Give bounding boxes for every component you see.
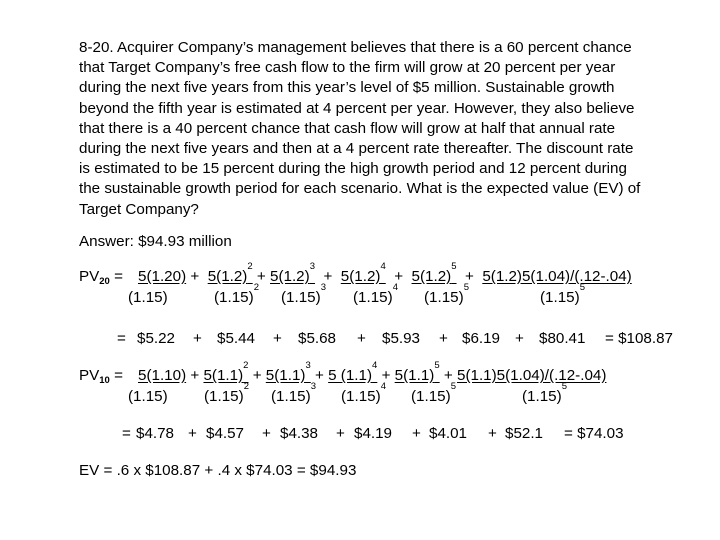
pv10-plus: + [412,425,421,442]
pv20-plus: + [357,330,366,347]
pv10-value: $4.19 [354,425,393,442]
pv20-eq: = [117,330,126,347]
pv10-value: $4.57 [206,425,245,442]
pv10-label [79,367,123,385]
pv20-den-1: (1.15) [128,289,168,306]
pv20-plus: + [439,330,448,347]
pv10-plus: + [488,425,497,442]
pv10-num-2: $5(1.1)^2$ [203,360,249,384]
pv10-total: = $74.03 [564,425,624,442]
pv20-num-1: 5(1.20) [138,268,187,285]
pv20-plus: + [273,330,282,347]
pv10-eq: = [122,425,131,442]
pv10-op: + [315,367,324,384]
problem-line: the sustainable growth period for each scenario. What is the expected value (EV) of [79,180,641,198]
problem-line: is estimated to be 15 percent during the high growth period and 12 percent during [79,160,627,178]
pv20-op: + [256,268,266,285]
pv20-num-3: $5(1.2)^3$ [270,261,315,285]
pv20-num-6: 5(1.2)5(1.04)/(.12-.04) [482,268,632,285]
pv10-den-3: $(1.15)^3$ [271,381,316,405]
pv20-label [79,268,123,286]
pv20-op: + [464,268,474,285]
pv20-value: $5.22 [137,330,176,347]
pv10-value: $4.01 [429,425,468,442]
pv20-den-2: $(1.15)^2$ [214,282,259,306]
pv10-subscript: 10 [99,375,110,386]
pv10-value: $4.78 [136,425,175,442]
problem-line: Target Company? [79,200,199,218]
pv10-num-5: $5(1.1)^5$ [394,360,440,384]
problem-line: beyond the fifth year is estimated at 4 percent per year. However, they also believe [79,99,635,117]
pv10-num-4: 5 $(1.1)^4$ [328,360,378,384]
pv20-plus: + [193,330,202,347]
pv20-op: + [190,268,200,285]
pv10-num-6: 5(1.1)5(1.04)/(.12-.04) [457,367,607,384]
pv20-value: $6.19 [462,330,501,347]
pv10-den-4: $(1.15)^4$ [341,381,386,405]
pv10-equals: = [114,367,123,384]
pv10-value: $52.1 [505,425,544,442]
pv10-op: + [443,367,453,384]
pv10-den-2: $(1.15)^2$ [204,381,249,405]
pv20-equals: = [114,268,123,285]
pv10-op: + [381,367,391,384]
pv20-value: $5.68 [298,330,337,347]
pv20-numerators [138,261,632,286]
pv20-subscript: 20 [99,276,110,287]
pv20-den-3: $(1.15)^3$ [281,282,326,306]
expected-value-line: EV = .6 x $108.87 + .4 x $74.03 = $94.93 [79,462,357,479]
problem-line: during the next five years from this year’s level of $5 million. Sustainable growth [79,79,615,97]
pv20-num-4: $5(1.2)^4$ [340,261,386,285]
pv20-den-5: $(1.15)^5$ [424,282,469,306]
pv20-plus: + [515,330,524,347]
pv20-num-2: $5(1.2)^2$ [207,261,253,285]
problem-line: that there is a 40 percent chance that cash flow will grow at half that annual rate [79,119,616,137]
pv20-num-5: $5(1.2)^5$ [411,261,457,285]
pv10-op: + [190,367,200,384]
problem-statement [79,38,679,220]
pv10-den-5: $(1.15)^5$ [411,381,456,405]
pv20-label-text: PV [79,268,100,285]
pv20-den-4: $(1.15)^4$ [353,282,398,306]
pv10-num-3: $5(1.1)^3$ [265,360,311,384]
answer-line: Answer: $94.93 million [79,233,232,250]
pv20-value: $5.93 [382,330,421,347]
problem-line: 8-20. Acquirer Company’s management believes that there is a 60 percent chance [79,39,632,56]
pv20-op: + [323,268,333,285]
pv10-plus: + [336,425,345,442]
pv20-value: $5.44 [217,330,256,347]
pv10-plus: + [262,425,271,442]
pv10-value: $4.38 [280,425,319,442]
pv20-value: $80.41 [539,330,586,347]
pv10-num-1: 5(1.10) [138,367,187,384]
pv10-den-1: (1.15) [128,388,168,405]
problem-line: during the next five years and then at a 4 percent rate thereafter. The discount rate [79,140,634,158]
pv20-den-6: $(1.15)^5$ [540,282,585,306]
pv10-den-6: $(1.15)^5$ [522,381,567,405]
problem-line: that Target Company’s free cash flow to the firm will grow at 20 percent per year [79,59,616,77]
pv10-numerators [138,360,607,385]
pv10-op: + [252,367,262,384]
pv10-label-text: PV [79,367,100,384]
pv20-op: + [394,268,404,285]
pv20-total: = $108.87 [605,330,673,347]
pv10-plus: + [188,425,197,442]
